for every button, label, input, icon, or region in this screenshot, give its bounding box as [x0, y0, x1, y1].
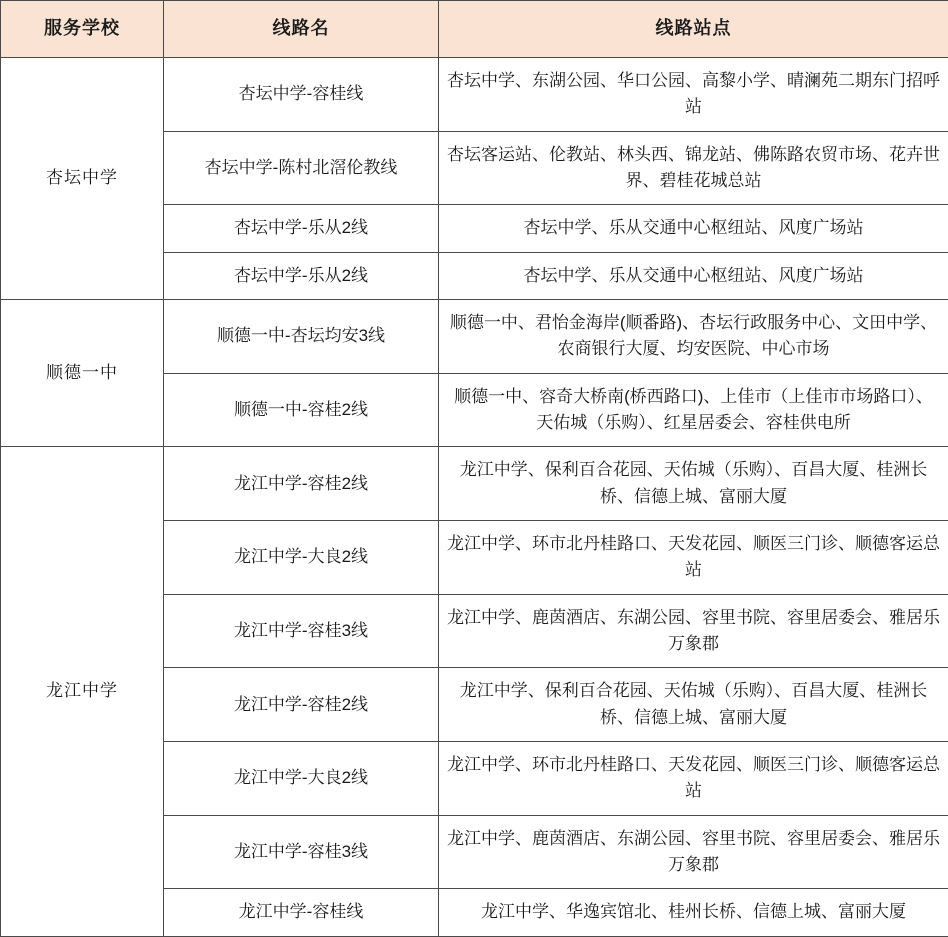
line-name-cell: 杏坛中学-容桂线: [164, 57, 439, 131]
line-name-cell: 顺德一中-容桂2线: [164, 373, 439, 447]
line-stops-cell: 杏坛客运站、伦教站、林头西、锦龙站、佛陈路农贸市场、花卉世界、碧桂花城总站: [439, 131, 948, 205]
line-name-cell: 龙江中学-容桂2线: [164, 447, 439, 521]
table-row: [1, 299, 948, 373]
line-stops-cell: 龙江中学、鹿茵酒店、东湖公园、容里书院、容里居委会、雅居乐万象郡: [439, 815, 948, 889]
line-stops-cell: 杏坛中学、乐从交通中心枢纽站、风度广场站: [439, 205, 948, 252]
line-name-cell: 龙江中学-容桂3线: [164, 594, 439, 668]
line-stops-cell: 龙江中学、保利百合花园、天佑城（乐购）、百昌大厦、桂洲长桥、信德上城、富丽大厦: [439, 668, 948, 742]
header-row: [1, 1, 948, 58]
column-header-school: 服务学校: [1, 1, 164, 58]
line-stops-cell: 杏坛中学、东湖公园、华口公园、高黎小学、晴澜苑二期东门招呼站: [439, 57, 948, 131]
school-cell: 龙江中学: [1, 447, 164, 936]
table-body: [1, 57, 948, 936]
line-name-cell: 杏坛中学-乐从2线: [164, 252, 439, 299]
line-stops-cell: 龙江中学、环市北丹桂路口、天发花园、顺医三门诊、顺德客运总站: [439, 742, 948, 816]
line-stops-cell: 杏坛中学、乐从交通中心枢纽站、风度广场站: [439, 252, 948, 299]
line-stops-cell: 龙江中学、鹿茵酒店、东湖公园、容里书院、容里居委会、雅居乐万象郡: [439, 594, 948, 668]
column-header-line-name: 线路名: [164, 1, 439, 58]
line-stops-cell: 龙江中学、环市北丹桂路口、天发花园、顺医三门诊、顺德客运总站: [439, 521, 948, 595]
table-header: [1, 1, 948, 58]
line-stops-cell: 龙江中学、保利百合花园、天佑城（乐购）、百昌大厦、桂洲长桥、信德上城、富丽大厦: [439, 447, 948, 521]
line-stops-cell: 龙江中学、华逸宾馆北、桂州长桥、信德上城、富丽大厦: [439, 889, 948, 936]
line-name-cell: 龙江中学-容桂3线: [164, 815, 439, 889]
table-row: [1, 447, 948, 521]
table-row: [1, 57, 948, 131]
line-stops-cell: 顺德一中、君怡金海岸(顺番路)、杏坛行政服务中心、文田中学、农商银行大厦、均安医院、中心市场: [439, 299, 948, 373]
line-name-cell: 龙江中学-大良2线: [164, 521, 439, 595]
school-cell: 顺德一中: [1, 299, 164, 446]
line-name-cell: 顺德一中-杏坛均安3线: [164, 299, 439, 373]
column-header-line-stops: 线路站点: [439, 1, 948, 58]
line-name-cell: 杏坛中学-乐从2线: [164, 205, 439, 252]
line-name-cell: 龙江中学-大良2线: [164, 742, 439, 816]
school-cell: 杏坛中学: [1, 57, 164, 299]
line-name-cell: 杏坛中学-陈村北滘伦教线: [164, 131, 439, 205]
line-name-cell: 龙江中学-容桂2线: [164, 668, 439, 742]
line-name-cell: 龙江中学-容桂线: [164, 889, 439, 936]
line-stops-cell: 顺德一中、容奇大桥南(桥西路口)、上佳市（上佳市市场路口）、天佑城（乐购）、红星居委会、容桂供电所: [439, 373, 948, 447]
